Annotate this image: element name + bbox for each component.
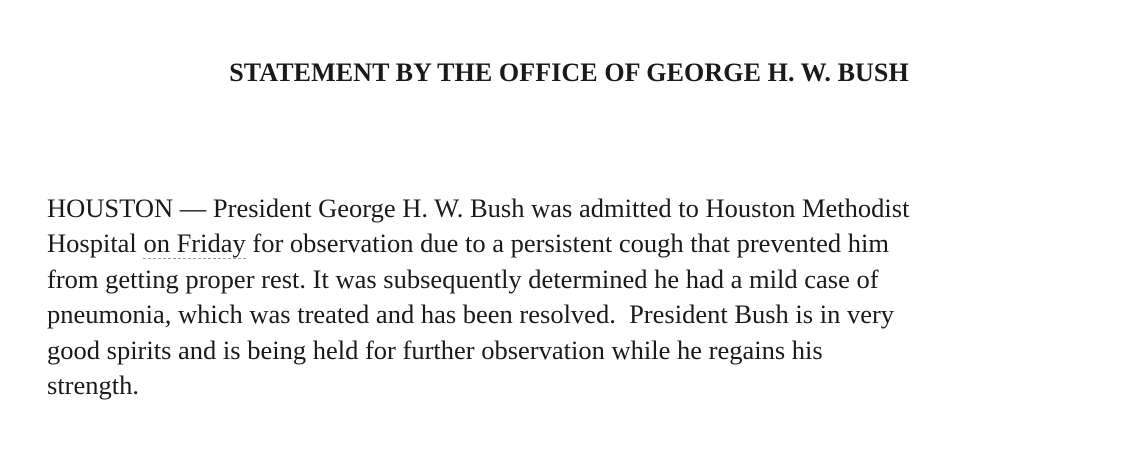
- body-line: HOUSTON — President George H. W. Bush was admitted to Houston Methodist: [47, 193, 910, 223]
- body-line: from getting proper rest. It was subsequently determined he had a mild case of: [47, 263, 879, 294]
- date-detected-link[interactable]: on Friday: [143, 228, 246, 259]
- body-line: [47, 226, 1117, 261]
- body-line: strength.: [47, 370, 139, 401]
- body-line: pneumonia, which was treated and has been resolved. President Bush is in very: [47, 299, 895, 330]
- body-line-prefix: Hospital: [47, 228, 144, 259]
- body-line: good spirits and is being held for further observation while he regains his: [47, 334, 823, 365]
- statement-body: [47, 191, 1117, 403]
- statement-title: STATEMENT BY THE OFFICE OF GEORGE H. W. BUSH: [229, 58, 909, 87]
- body-line-suffix: for observation due to a persistent cough that prevented him: [245, 228, 889, 259]
